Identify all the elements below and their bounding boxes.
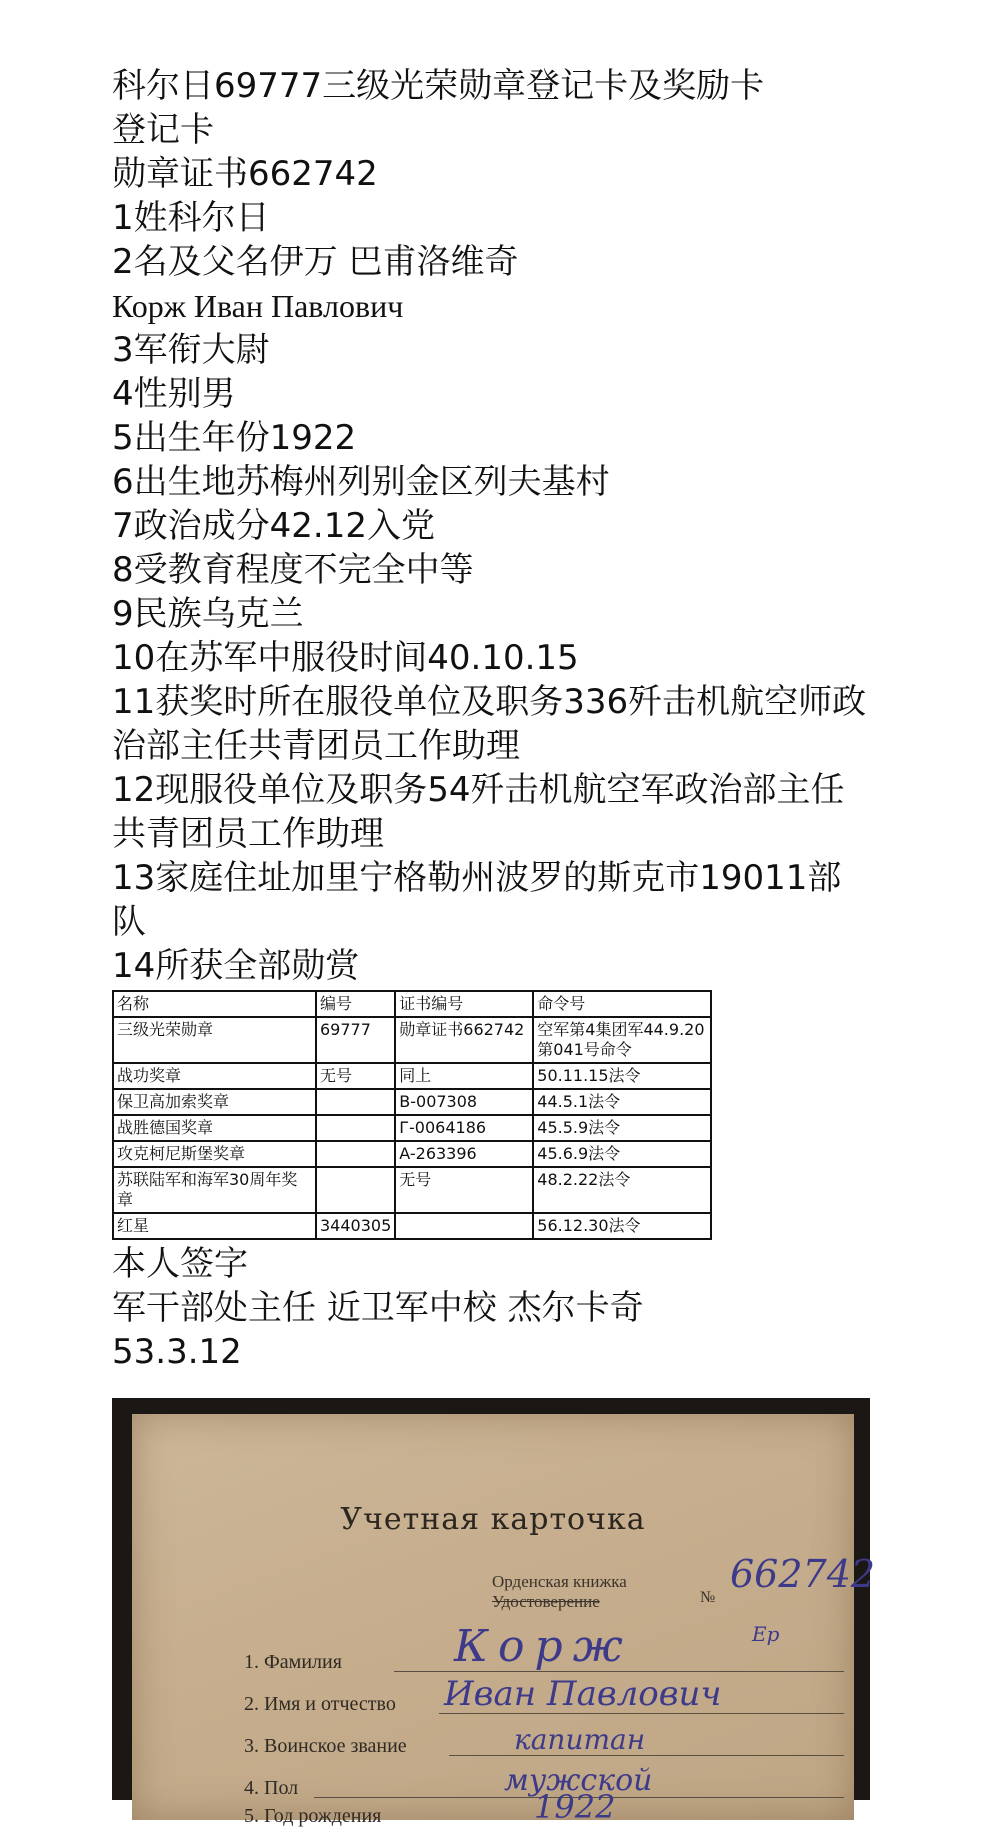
table-row — [113, 1213, 711, 1239]
card-field-rank — [244, 1720, 844, 1760]
card-orden-label: Орденская книжка — [492, 1572, 627, 1591]
cell-number — [316, 1115, 395, 1141]
cell-name: 红星 — [113, 1213, 316, 1239]
header-number: 编号 — [316, 991, 395, 1017]
card-field-value: мужской — [504, 1763, 653, 1798]
doc-date: 53.3.12 — [112, 1332, 242, 1372]
field-birthplace: 6出生地苏梅州列别金区列夫基村 — [112, 462, 610, 502]
cell-number — [316, 1141, 395, 1167]
cell-name: 战胜德国奖章 — [113, 1115, 316, 1141]
card-udost-label: Удостоверение — [492, 1592, 600, 1611]
officer-line: 军干部处主任 近卫军中校 杰尔卡奇 — [112, 1288, 644, 1328]
card-field-value: 1922 — [534, 1788, 616, 1826]
cell-order: 44.5.1法令 — [533, 1089, 711, 1115]
field-unit-at-award: 11获奖时所在服役单位及职务336歼击机航空师政治部主任共青团员工作助理 — [112, 682, 867, 766]
scanned-card — [132, 1414, 876, 1827]
card-field-value: Корж — [454, 1621, 633, 1672]
doc-title: 科尔日69777三级光荣勋章登记卡及奖励卡 — [112, 66, 765, 106]
table-header-row — [113, 991, 711, 1017]
header-order: 命令号 — [533, 991, 711, 1017]
doc-subtitle: 登记卡 — [112, 110, 214, 150]
cell-order: 45.6.9法令 — [533, 1141, 711, 1167]
cell-number: 无号 — [316, 1063, 395, 1089]
signature-label: 本人签字 — [112, 1244, 248, 1284]
field-party: 7政治成分42.12入党 — [112, 506, 435, 546]
table-row — [113, 1167, 711, 1213]
table-row — [113, 1017, 711, 1063]
table-row — [113, 1063, 711, 1089]
field-birth-year: 5出生年份1922 — [112, 418, 357, 458]
table-row — [113, 1089, 711, 1115]
field-education: 8受教育程度不完全中等 — [112, 550, 474, 590]
document-text — [112, 64, 872, 1374]
card-number-suffix: Ер — [752, 1622, 780, 1646]
header-cert: 证书编号 — [395, 991, 533, 1017]
cell-name: 三级光荣勋章 — [113, 1017, 316, 1063]
cell-order: 48.2.22法令 — [533, 1167, 711, 1213]
card-field-label: 1. Фамилия — [244, 1651, 342, 1673]
cell-order: 空军第4集团军44.9.20第041号命令 — [533, 1017, 711, 1063]
card-field-birth-year — [244, 1790, 844, 1830]
cell-cert — [395, 1213, 533, 1239]
card-field-label: 4. Пол — [244, 1777, 299, 1799]
cell-name: 攻克柯尼斯堡奖章 — [113, 1141, 316, 1167]
card-field-label: 2. Имя и отчество — [244, 1693, 396, 1715]
field-awards-heading: 14所获全部勋赏 — [112, 946, 360, 986]
cell-name: 保卫高加索奖章 — [113, 1089, 316, 1115]
cell-order: 50.11.15法令 — [533, 1063, 711, 1089]
field-service-start: 10在苏军中服役时间40.10.15 — [112, 638, 579, 678]
cell-cert: Г-0064186 — [395, 1115, 533, 1141]
cell-number: 69777 — [316, 1017, 395, 1063]
cell-number: 3440305 — [316, 1213, 395, 1239]
cell-order: 56.12.30法令 — [533, 1213, 711, 1239]
table-row — [113, 1141, 711, 1167]
card-field-value: Иван Павлович — [444, 1674, 722, 1714]
card-number-handwritten: 662742 — [730, 1552, 876, 1596]
cert-number: 勋章证书662742 — [112, 154, 378, 194]
field-current-unit: 12现服役单位及职务54歼击机航空军政治部主任共青团员工作助理 — [112, 770, 845, 854]
field-address: 13家庭住址加里宁格勒州波罗的斯克市19011部队 — [112, 858, 842, 942]
card-field-label: 3. Воинское звание — [244, 1735, 407, 1757]
field-nationality: 9民族乌克兰 — [112, 594, 304, 634]
field-name-patronymic: 2名及父名伊万 巴甫洛维奇 — [112, 242, 519, 282]
card-no-label: № — [700, 1589, 716, 1606]
cell-number — [316, 1089, 395, 1115]
field-sex: 4性别男 — [112, 374, 236, 414]
card-title: Учетная карточка — [340, 1502, 646, 1537]
cell-number — [316, 1167, 395, 1213]
header-name: 名称 — [113, 991, 316, 1017]
cell-cert: 同上 — [395, 1063, 533, 1089]
field-name-russian: Корж Иван Павлович — [112, 288, 404, 324]
cell-name: 战功奖章 — [113, 1063, 316, 1089]
cell-cert: 无号 — [395, 1167, 533, 1213]
field-rank: 3军衔大尉 — [112, 330, 270, 370]
field-surname: 1姓科尔日 — [112, 198, 270, 238]
cell-cert: B-007308 — [395, 1089, 533, 1115]
cell-cert: 勋章证书662742 — [395, 1017, 533, 1063]
card-field-name — [244, 1674, 844, 1718]
awards-table — [112, 990, 712, 1240]
cell-order: 45.5.9法令 — [533, 1115, 711, 1141]
cell-cert: A-263396 — [395, 1141, 533, 1167]
card-field-value: капитан — [514, 1723, 646, 1756]
card-field-label: 5. Год рождения — [244, 1805, 382, 1827]
card-photo — [112, 1398, 876, 1827]
cell-name: 苏联陆军和海军30周年奖章 — [113, 1167, 316, 1213]
table-row — [113, 1115, 711, 1141]
